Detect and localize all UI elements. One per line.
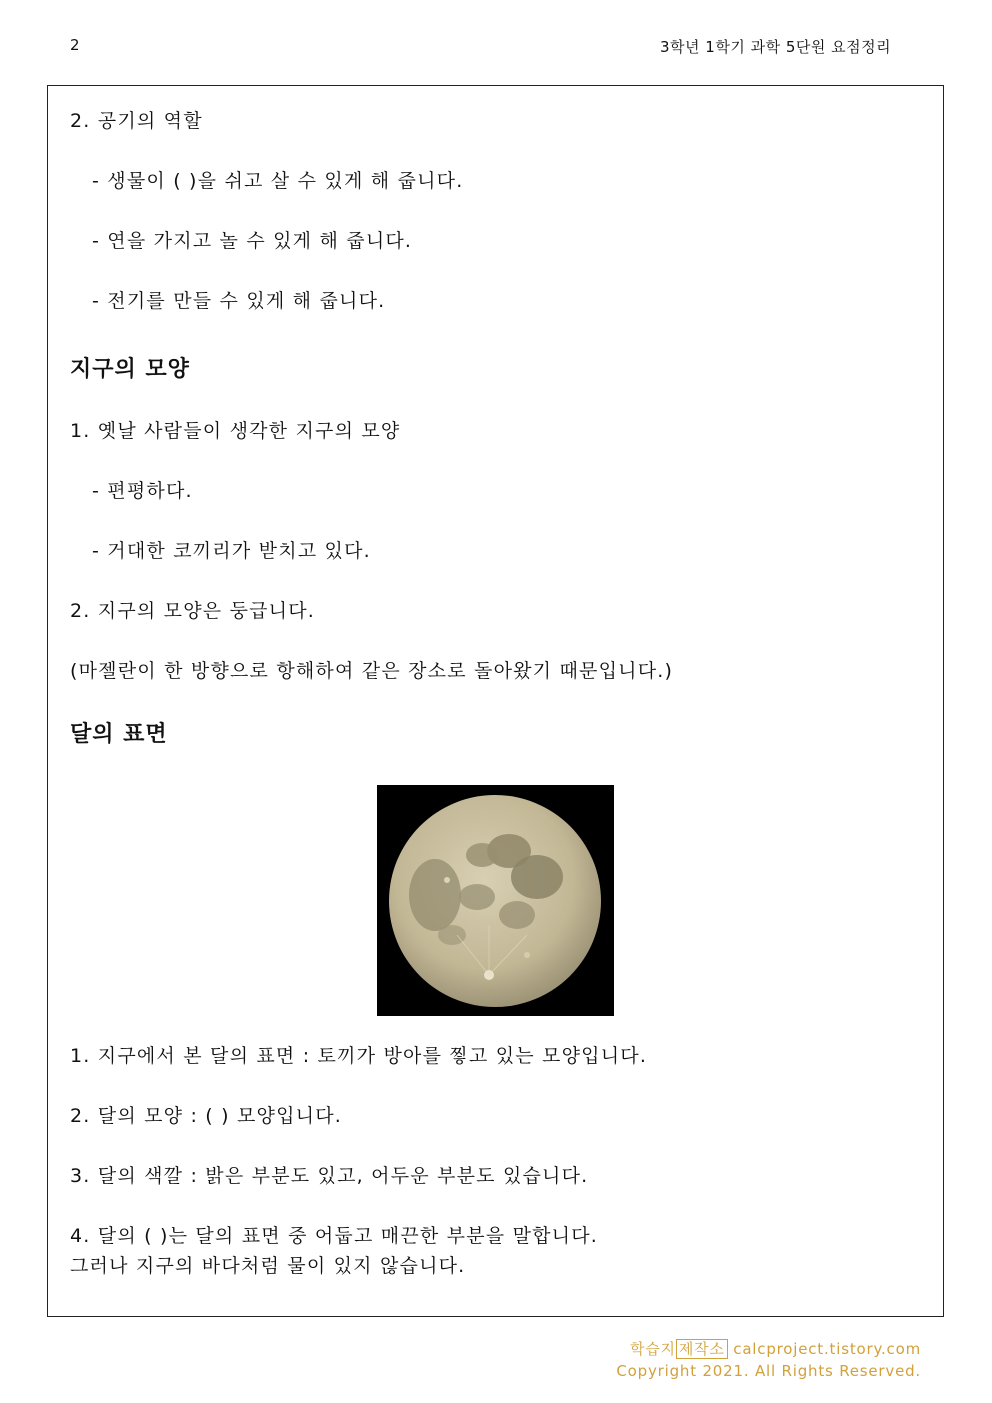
- air-role-heading: 2. 공기의 역할: [70, 110, 203, 132]
- content-frame: [47, 85, 944, 1317]
- moon-surface-point-1: 1. 지구에서 본 달의 표면 : 토끼가 방아를 찧고 있는 모양입니다.: [70, 1045, 648, 1067]
- moon-surface-point-4-continued: 그러나 지구의 바다처럼 물이 있지 않습니다.: [70, 1255, 466, 1277]
- earth-shape-point-1: 1. 옛날 사람들이 생각한 지구의 모양: [70, 420, 401, 442]
- earth-shape-title: 지구의 모양: [70, 357, 190, 382]
- page-number: 2: [70, 36, 80, 54]
- air-role-item-2: - 연을 가지고 놀 수 있게 해 줍니다.: [92, 230, 413, 252]
- moon-image: [377, 785, 614, 1016]
- air-role-item-3: - 전기를 만들 수 있게 해 줍니다.: [92, 290, 386, 312]
- air-role-item-1: - 생물이 ( )을 쉬고 살 수 있게 해 줍니다.: [92, 170, 464, 192]
- footer-brand: [630, 1338, 921, 1359]
- earth-shape-item-1: - 편평하다.: [92, 480, 193, 502]
- earth-shape-point-2: 2. 지구의 모양은 둥급니다.: [70, 600, 316, 622]
- document-title: 3학년 1학기 과학 5단원 요점정리: [660, 38, 892, 56]
- footer-brand-boxed: 제작소: [676, 1339, 728, 1359]
- moon-surface-point-2: 2. 달의 모양 : ( ) 모양입니다.: [70, 1105, 343, 1127]
- footer-site-link[interactable]: calcproject.tistory.com: [727, 1340, 921, 1358]
- footer-brand-prefix: 학습지: [629, 1340, 676, 1358]
- moon-surface-point-4: 4. 달의 ( )는 달의 표면 중 어둡고 매끈한 부분을 말합니다.: [70, 1225, 599, 1247]
- footer-copyright: Copyright 2021. All Rights Reserved.: [616, 1362, 921, 1380]
- earth-shape-note: (마젤란이 한 방향으로 항해하여 같은 장소로 돌아왔기 때문입니다.): [70, 660, 674, 682]
- moon-surface-point-3: 3. 달의 색깔 : 밝은 부분도 있고, 어두운 부분도 있습니다.: [70, 1165, 589, 1187]
- moon-surface-title: 달의 표면: [70, 722, 168, 747]
- earth-shape-item-2: - 거대한 코끼리가 받치고 있다.: [92, 540, 371, 562]
